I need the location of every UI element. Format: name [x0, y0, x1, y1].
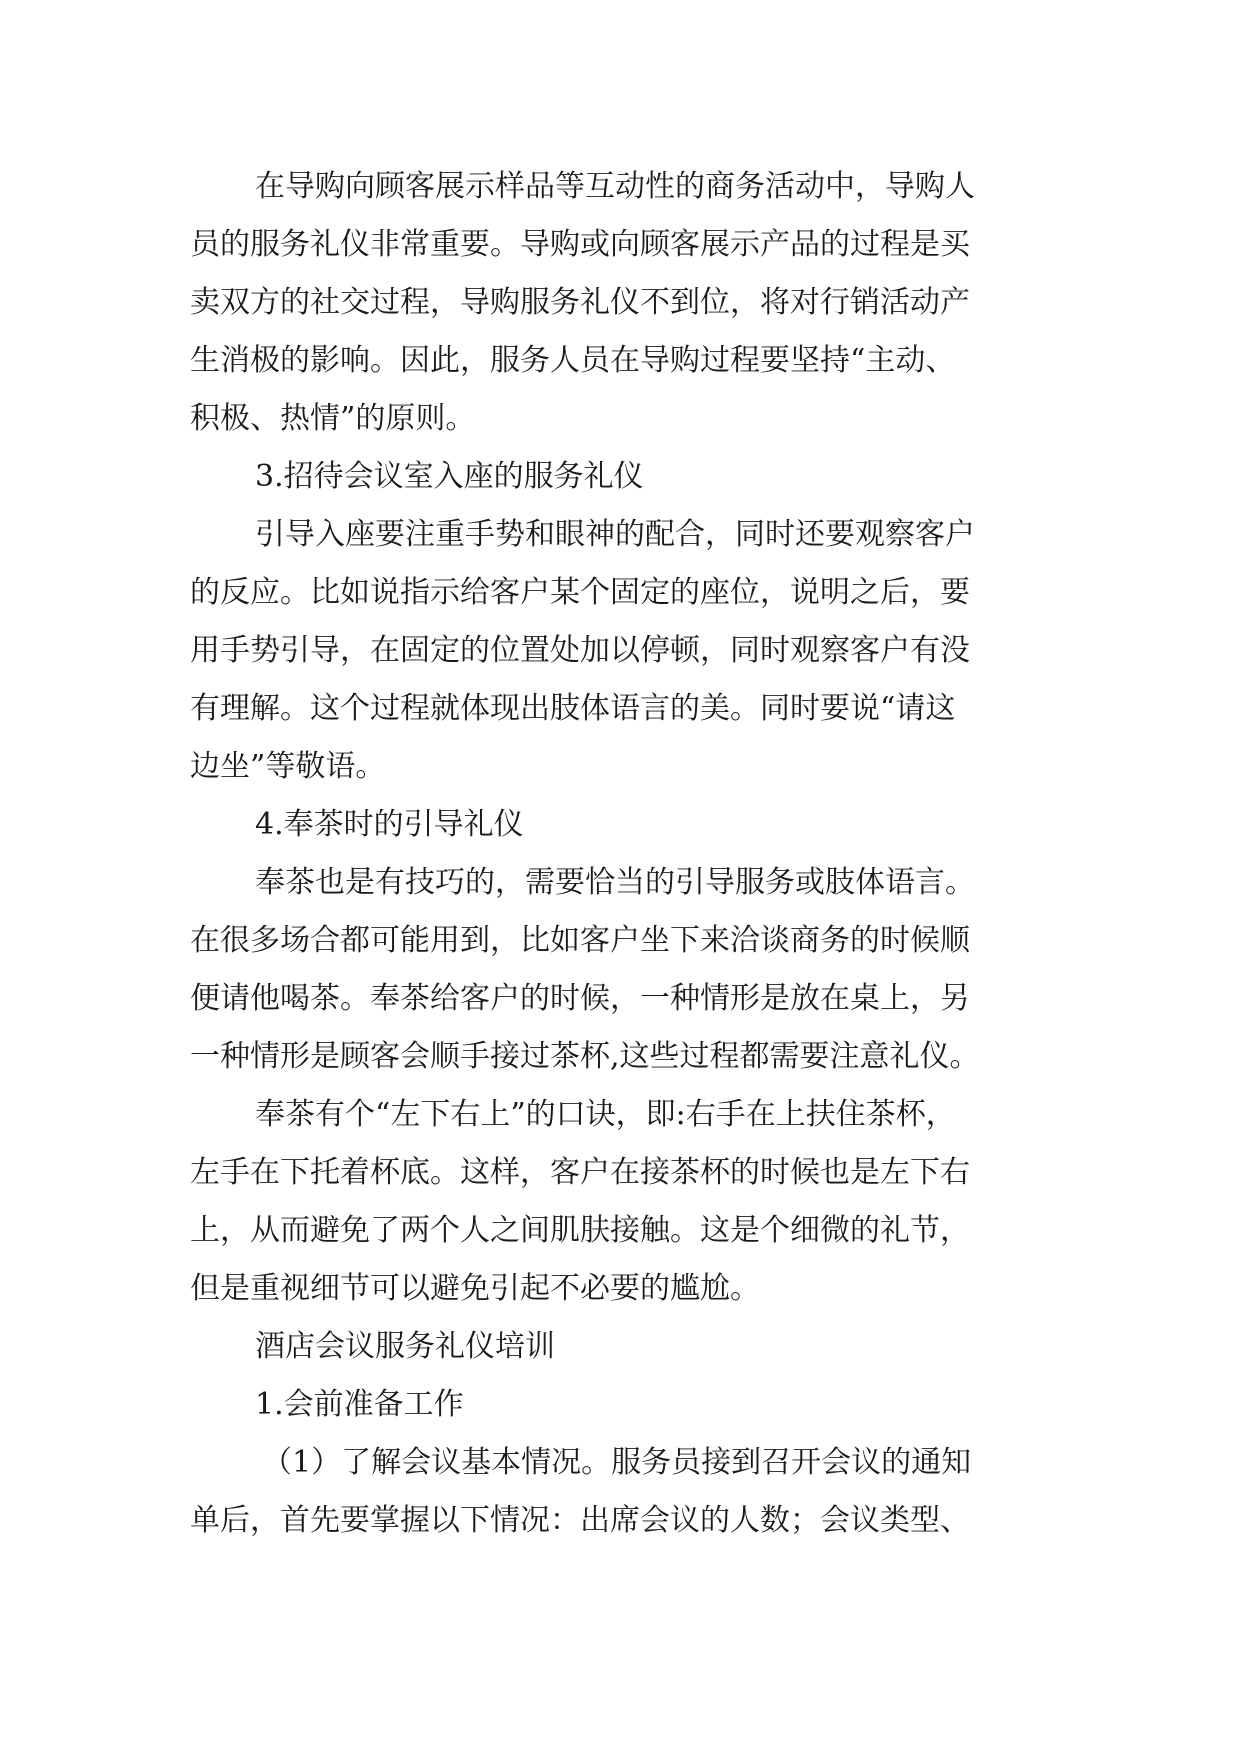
text-line: 左手在下托着杯底。这样，客户在接茶杯的时候也是左下右 — [190, 1155, 970, 1190]
text-line: 卖双方的社交过程，导购服务礼仪不到位，将对行销活动产 — [190, 285, 970, 320]
text-line: 积极、热情”的原则。 — [190, 401, 476, 436]
text-line: 一种情形是顾客会顺手接过茶杯,这些过程都需要注意礼仪。 — [190, 1039, 980, 1074]
text-line: 引导入座要注重手势和眼神的配合，同时还要观察客户 — [255, 517, 975, 552]
text-line: 有理解。这个过程就体现出肢体语言的美。同时要说“请这 — [190, 691, 956, 726]
text-line: 单后，首先要掌握以下情况：出席会议的人数；会议类型、 — [190, 1503, 970, 1538]
text-line: 在很多场合都可能用到，比如客户坐下来洽谈商务的时候顺 — [190, 923, 970, 958]
text-line: 便请他喝茶。奉茶给客户的时候，一种情形是放在桌上，另 — [190, 981, 970, 1016]
text-line: 员的服务礼仪非常重要。导购或向顾客展示产品的过程是买 — [190, 227, 970, 262]
text-line: 生消极的影响。因此，服务人员在导购过程要坚持“主动、 — [190, 343, 956, 378]
section-heading: 3.招待会议室入座的服务礼仪 — [255, 459, 644, 494]
text-line: 上，从而避免了两个人之间肌肤接触。这是个细微的礼节， — [190, 1213, 970, 1248]
text-line: 在导购向顾客展示样品等互动性的商务活动中，导购人 — [255, 169, 975, 204]
text-line: （1）了解会议基本情况。服务员接到召开会议的通知 — [262, 1445, 972, 1480]
text-line: 边坐”等敬语。 — [190, 749, 386, 784]
text-line: 奉茶也是有技巧的，需要恰当的引导服务或肢体语言。 — [255, 865, 975, 900]
text-line: 奉茶有个“左下右上”的口诀，即:右手在上扶住茶杯， — [255, 1097, 956, 1132]
section-title: 酒店会议服务礼仪培训 — [255, 1329, 555, 1364]
text-line: 但是重视细节可以避免引起不必要的尴尬。 — [190, 1271, 760, 1306]
section-heading: 1.会前准备工作 — [255, 1387, 464, 1422]
text-line: 用手势引导，在固定的位置处加以停顿，同时观察客户有没 — [190, 633, 970, 668]
section-heading: 4.奉茶时的引导礼仪 — [255, 807, 524, 842]
text-line: 的反应。比如说指示给客户某个固定的座位，说明之后，要 — [190, 575, 970, 610]
